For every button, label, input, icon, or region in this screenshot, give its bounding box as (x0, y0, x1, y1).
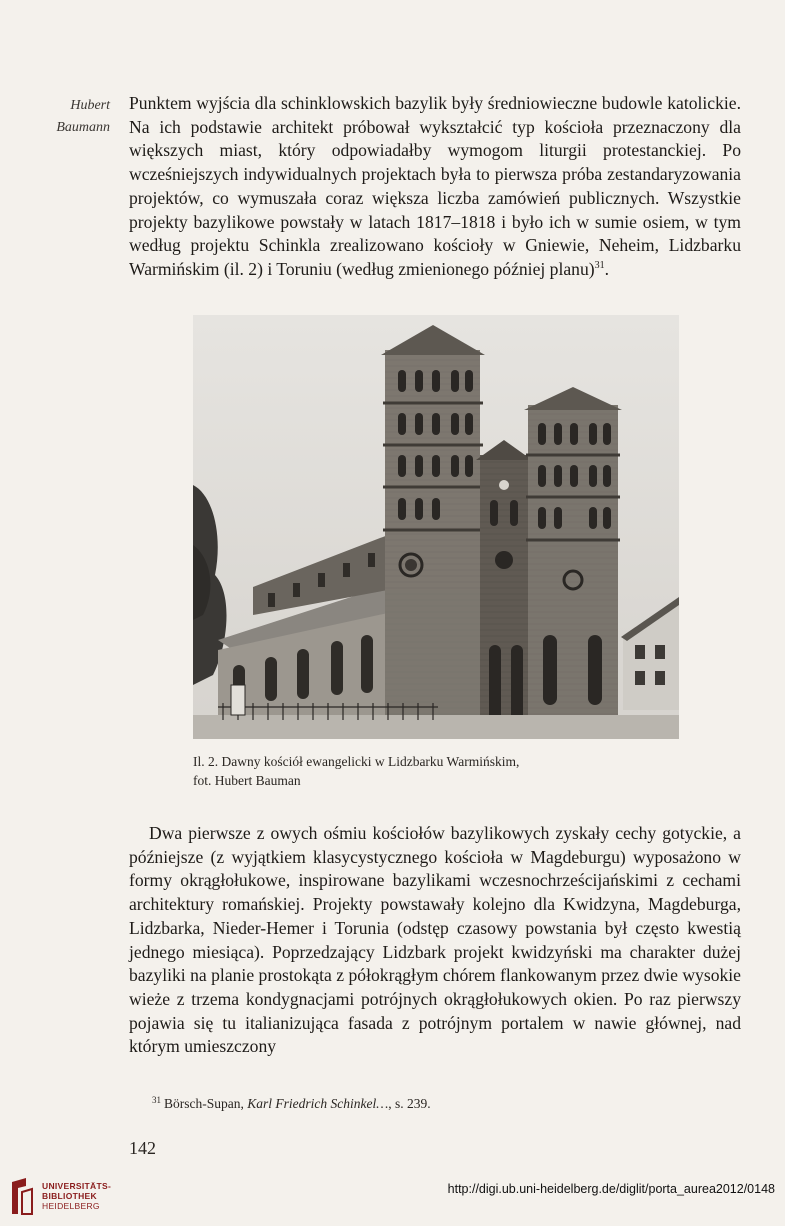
margin-author-note (30, 95, 110, 139)
footnote-title: Karl Friedrich Schinkel… (247, 1096, 389, 1111)
logo-line-2: BIBLIOTHEK (42, 1191, 97, 1201)
paragraph-2-text: Dwa pierwsze z owych ośmiu kościołów bazylikowych zyskały cechy gotyckie, a późniejsze (z wyjątkiem klasycystycznego kościoła w Magdeburgu) wyposażono w formy okrągłołukowe, inspirowane bazylikami wczesnochrześcijańskimi z cechami architektury romańskiej. Projekty powstawały kolejno dla Kwidzyna, Magdeburga, Lidzbarka, Nieder-Hemer i Torunia (odstęp czasowy powstania był często kwestią jednego miesiąca). Poprzedzający Lidzbark projekt kwidzyński ma charakter dużej bazyliki na planie prostokąta z półokrągłym chórem flankowanym przez dwie wysokie wieże z trzema kondygnacjami potrójnych okrągłołukowych okien. Po raz pierwszy pojawia się tu italianizująca fasada z potrójnym portalem w nawie głównej, nad którym umieszczony (129, 823, 741, 1057)
author-last-name: Baumann (56, 120, 110, 135)
paragraph-1-end: . (604, 258, 610, 279)
author-first-name: Hubert (70, 98, 110, 113)
page-footer (0, 1168, 785, 1226)
figure-caption (193, 752, 673, 790)
caption-line-2: fot. Hubert Bauman (193, 773, 301, 788)
footnote-31 (152, 1095, 732, 1113)
permalink-url[interactable]: http://digi.ub.uni-heidelberg.de/diglit/porta_aurea2012/0148 (447, 1182, 775, 1196)
footnote-author: Börsch-Supan, (164, 1096, 244, 1111)
footnote-number: 31 (152, 1094, 161, 1105)
page-number: 142 (129, 1138, 156, 1158)
caption-line-1: Il. 2. Dawny kościół ewangelicki w Lidzbarku Warmińskim, (193, 754, 520, 769)
church-photo-illustration (193, 315, 679, 739)
library-logo-text (42, 1181, 111, 1211)
library-logo-icon (8, 1176, 36, 1216)
footnote-rest: , s. 239. (388, 1096, 431, 1111)
footnote-ref-31[interactable]: 31 (594, 260, 605, 272)
paragraph-1-text: Punktem wyjścia dla schinklowskich bazylik były średniowieczne budowle katolickie. Na ich podstawie architekt próbował wykształcić typ kościoła przeznaczony dla większych miast, który odpowiadałby wymogom liturgii protestanckiej. Po wcześniejszych indywidualnych projektach była to pierwsza próba zestandaryzowania projektów, co wymuszała coraz większa liczba zamówień publicznych. Wszystkie projekty bazylikowe powstały w latach 1817–1818 i było ich w sumie osiem, w tym według projektu Schinkla zrealizowano kościoły w Gniewie, Neheim, Lidzbarku Warmińskim (il. 2) i Toruniu (według zmienionego później planu) (129, 93, 741, 279)
paragraph-1 (129, 92, 741, 282)
library-logo[interactable] (8, 1176, 111, 1216)
logo-line-1: UNIVERSITÄTS- (42, 1181, 112, 1191)
paragraph-2 (129, 822, 741, 1059)
logo-line-3: HEIDELBERG (42, 1201, 100, 1211)
church-photo (193, 315, 679, 739)
